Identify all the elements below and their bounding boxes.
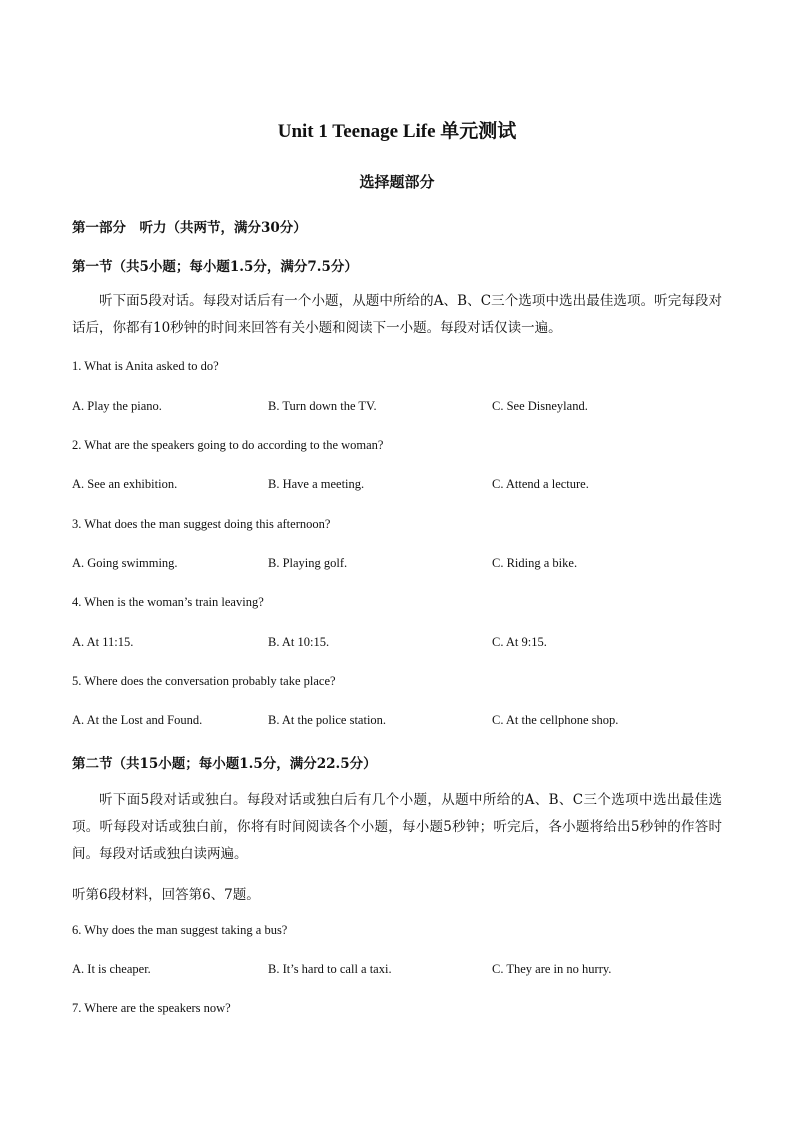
section2-instructions: 听下面5段对话或独白。每段对话或独白后有几个小题，从题中所给的A、B、C三个选项中选出最佳选项。听每段对话或独白前，你将有时间阅读各个小题，每小题5秒钟；听完后，各小题将给出5秒钟的作答时间。每段对话或独白读两遍。 — [72, 792, 722, 862]
material-note: 听第6段材料，回答第6、7题。 — [72, 887, 260, 903]
question-4-option-a: A. At 11:15. — [72, 635, 134, 649]
question-2-option-c: C. Attend a lecture. — [492, 477, 589, 491]
question-3-option-b: B. Playing golf. — [268, 556, 348, 570]
question-7: 7. Where are the speakers now? — [72, 1001, 231, 1015]
question-3: 3. What does the man suggest doing this afternoon? — [72, 517, 331, 531]
question-6: 6. Why does the man suggest taking a bus? — [72, 923, 288, 937]
question-2-option-b: B. Have a meeting. — [268, 477, 365, 491]
question-6-option-a: A. It is cheaper. — [72, 962, 151, 976]
question-6-option-b: B. It’s hard to call a taxi. — [268, 962, 392, 976]
question-2: 2. What are the speakers going to do according to the woman? — [72, 438, 384, 452]
question-5-option-b: B. At the police station. — [268, 713, 387, 727]
question-5: 5. Where does the conversation probably take place? — [72, 674, 336, 688]
page-subtitle: 选择题部分 — [359, 173, 435, 191]
section2-heading: 第二节（共15小题；每小题1.5分，满分22.5分） — [72, 756, 377, 772]
part1-heading: 第一部分 听力（共两节，满分30分） — [72, 220, 307, 236]
question-5-option-a: A. At the Lost and Found. — [72, 713, 203, 727]
question-4-option-b: B. At 10:15. — [268, 635, 330, 649]
question-1-option-c: C. See Disneyland. — [492, 399, 588, 413]
section1-instructions: 听下面5段对话。每段对话后有一个小题，从题中所给的A、B、C三个选项中选出最佳选项。听完每段对话后，你都有10秒钟的时间来回答有关小题和阅读下一小题。每段对话仅读一遍。 — [72, 293, 722, 336]
question-1-option-a: A. Play the piano. — [72, 399, 162, 413]
question-4-option-c: C. At 9:15. — [492, 635, 547, 649]
question-1: 1. What is Anita asked to do? — [72, 359, 219, 373]
section1-heading: 第一节（共5小题；每小题1.5分，满分7.5分） — [72, 259, 358, 275]
question-5-option-c: C. At the cellphone shop. — [492, 713, 619, 727]
question-3-option-a: A. Going swimming. — [72, 556, 178, 570]
page-title: Unit 1 Teenage Life 单元测试 — [277, 121, 517, 142]
question-3-option-c: C. Riding a bike. — [492, 556, 578, 570]
question-1-option-b: B. Turn down the TV. — [268, 399, 377, 413]
question-6-option-c: C. They are in no hurry. — [492, 962, 612, 976]
question-2-option-a: A. See an exhibition. — [72, 477, 178, 491]
question-4: 4. When is the woman’s train leaving? — [72, 595, 264, 609]
